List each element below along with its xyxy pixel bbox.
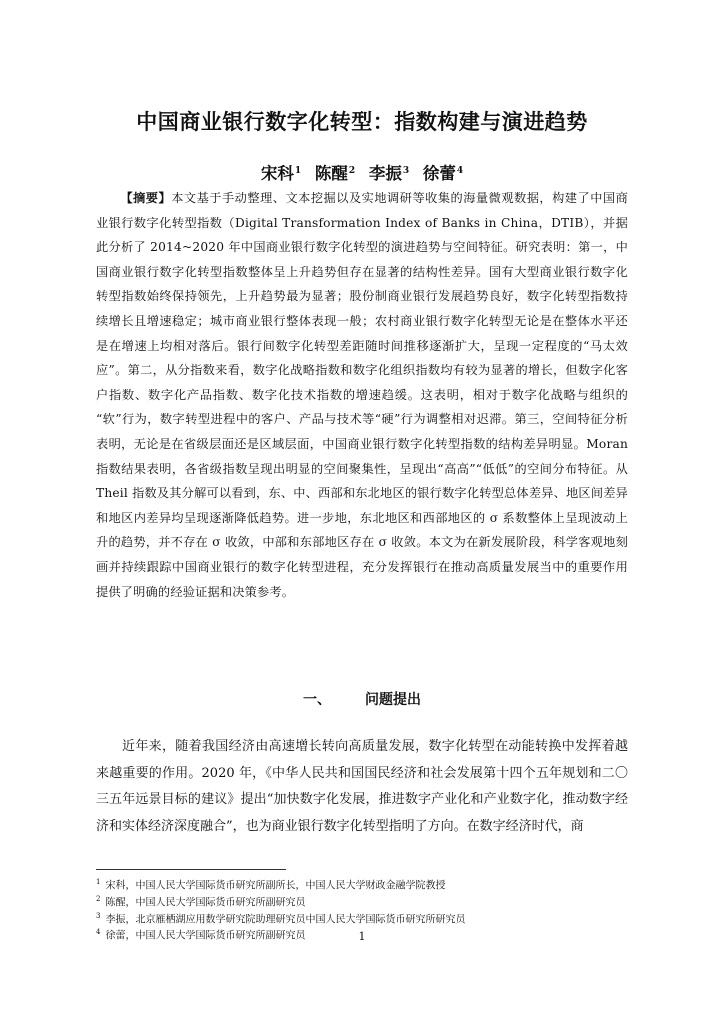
- footnote: $^4$ 徐蕾，中国人民大学国际货币研究所副研究员: [96, 928, 306, 942]
- author: 李振$^3$: [368, 164, 410, 183]
- abstract-text: 本文基于手动整理、文本挖掘以及实地调研等收集的海量微观数据，构建了中国商业银行数字化转型指数（Digital Transformation Index of Banks in China，DTIB），并据此分析了 2014~2020 年中国商业银行数字化转型的演进趋势与空间特征。研究表明：第一，中国商业银行数字化转型指数整体呈上升趋势但存在显著的结构性差异。国有大型商业银行数字化转型指数始终保持领先，上升趋势最为显著；股份制商业银行发展趋势良好，数字化转型指数持续增长且增速稳定；城市商业银行整体表现一般；农村商业银行数字化转型无论是在整体水平还是在增速上均相对落后。银行间数字化转型差距随时间推移逐渐扩大，呈现一定程度的“马太效应”。第二，从分指数来看，数字化战略指数和数字化组织指数均有较为显著的增长，但数字化客户指数、数字化产品指数、数字化技术指数的增速趋缓。这表明，相对于数字化战略与组织的 “软”行为，数字转型进程中的客户、产品与技术等“硬”行为调整相对迟滞。第三，空间特征分析表明，无论是在省级层面还是区域层面，中国商业银行数字化转型指数的结构差异明显。Moran 指数结果表明，各省级指数呈现出明显的空间聚集性，呈现出“高高”“低低”的空间分布特征。从 Theil 指数及其分解可以看到，东、中、西部和东北地区的银行数字化转型总体差异、地区间差异和地区内差异均呈现逐渐降低趋势。进一步地，东北地区和西部地区的 σ 系数整体上呈现波动上升的趋势，并不存在 σ 收敛，中部和东部地区存在 σ 收敛。本文为在新发展阶段，科学客观地刻画并持续跟踪中国商业银行的数字化转型进程，充分发挥银行在推动高质量发展当中的重要作用提供了明确的经验证据和决策参考。: [96, 191, 628, 599]
- author-list: [60, 160, 664, 184]
- abstract-label: 【摘要】: [120, 191, 172, 205]
- footnote: $^3$ 李振，北京雁栖湖应用数学研究院助理研究员中国人民大学国际货币研究所研究员: [96, 911, 466, 925]
- author: 陈醒$^2$: [314, 164, 356, 183]
- footnote-divider: [96, 869, 286, 870]
- page-number: 1: [358, 930, 366, 943]
- author: 宋科$^1$: [260, 164, 302, 183]
- footnote: $^2$ 陈醒，中国人民大学国际货币研究所副研究员: [96, 894, 306, 909]
- section-number: 一、: [303, 692, 331, 708]
- section-title: 问题提出: [365, 692, 421, 708]
- abstract: [96, 186, 628, 604]
- author: 徐蕾$^4$: [422, 164, 464, 183]
- body-paragraph: 近年来，随着我国经济由高速增长转向高质量发展，数字化转型在动能转换中发挥着越来越重要的作用。2020 年，《中华人民共和国国民经济和社会发展第十四个五年规划和二〇三五年远景目标的建议》提出“加快数字化发展，推进数字产业化和产业数字化，推动数字经济和实体经济深度融合”，也为商业银行数字化转型指明了方向。在数字经济时代，商: [96, 739, 628, 834]
- section-heading: [96, 689, 628, 709]
- footnote: $^1$ 宋科，中国人民大学国际货币研究所副所长，中国人民大学财政金融学院教授: [96, 878, 446, 892]
- paper-title: 中国商业银行数字化转型：指数构建与演进趋势: [136, 110, 588, 134]
